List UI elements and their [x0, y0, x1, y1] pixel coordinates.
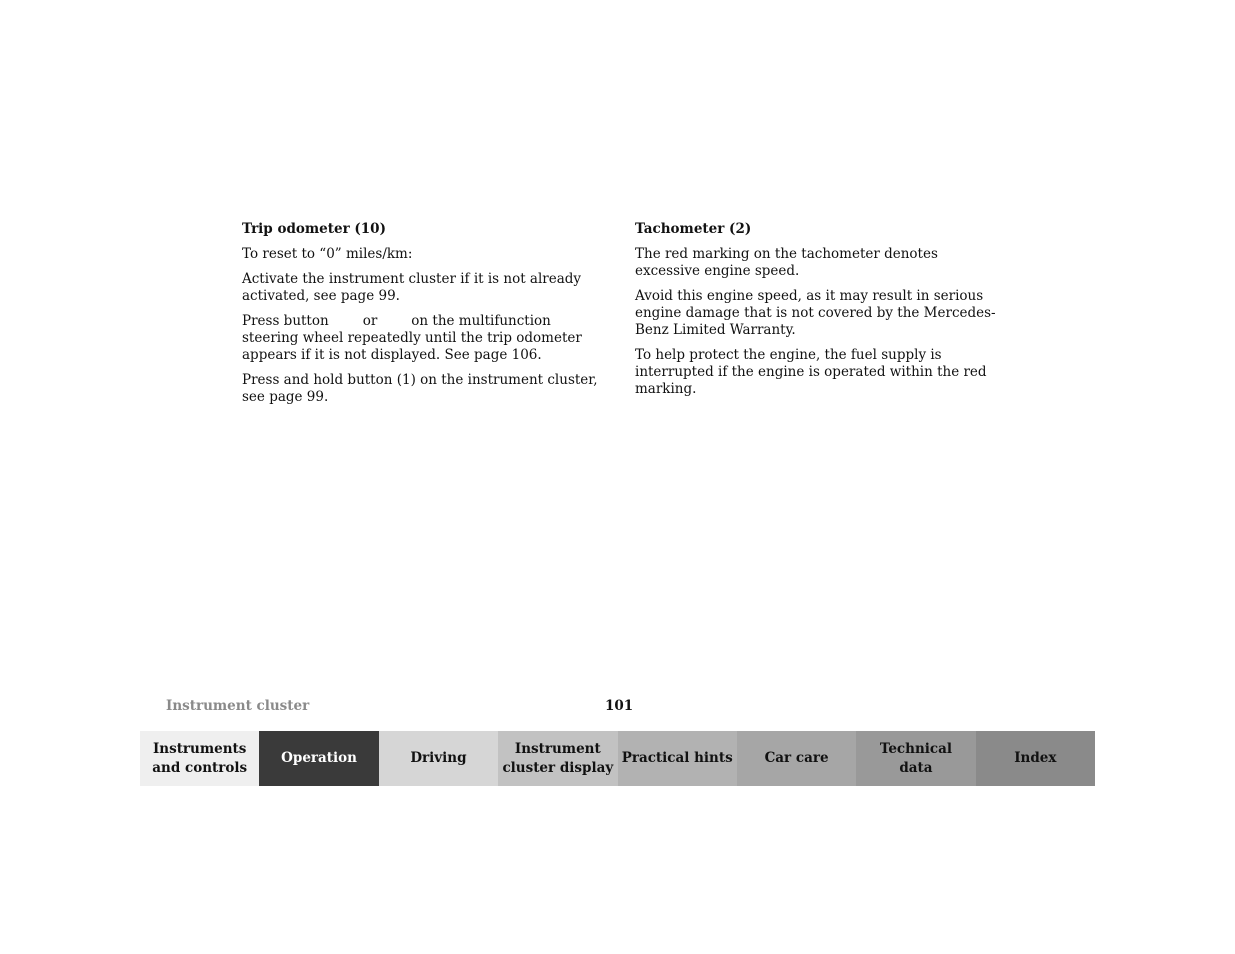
left-column — [242, 221, 612, 414]
tab-operation[interactable]: Operation — [259, 731, 378, 786]
page-number: 101 — [605, 698, 634, 714]
press-hold-text: Press and hold button (1) on the instrument cluster, see page 99. — [242, 372, 598, 405]
engine-damage-text: Avoid this engine speed, as it may result in serious engine damage that is not covered by the Mercedes-Benz Limited Warranty. — [635, 288, 996, 338]
press-button-text: Press button or on the multifunction steering wheel repeatedly until the trip odometer appears if it is not displayed. See page 106. — [242, 313, 582, 363]
tab-car-care[interactable]: Car care — [737, 731, 856, 786]
trip-odometer-heading: Trip odometer (10) — [242, 221, 386, 237]
tachometer-heading: Tachometer (2) — [635, 221, 752, 237]
reset-intro-text: To reset to “0” miles/km: — [242, 246, 413, 262]
section-title: Instrument cluster — [166, 698, 310, 714]
red-marking-text: The red marking on the tachometer denotes excessive engine speed. — [635, 246, 938, 279]
activate-cluster-text: Activate the instrument cluster if it is not already activated, see page 99. — [242, 271, 582, 304]
fuel-supply-text: To help protect the engine, the fuel supply is interrupted if the engine is operated within the red marking. — [635, 347, 987, 397]
tab-index[interactable]: Index — [976, 731, 1095, 786]
tab-practical-hints[interactable]: Practical hints — [618, 731, 737, 786]
tab-instrument-cluster-display[interactable]: Instrument cluster display — [498, 731, 617, 786]
chapter-navigation — [140, 731, 1095, 786]
tab-technical-data[interactable]: Technical data — [856, 731, 975, 786]
right-column — [635, 221, 1005, 406]
tab-instruments-and-controls[interactable]: Instruments and controls — [140, 731, 259, 786]
tab-driving[interactable]: Driving — [379, 731, 498, 786]
